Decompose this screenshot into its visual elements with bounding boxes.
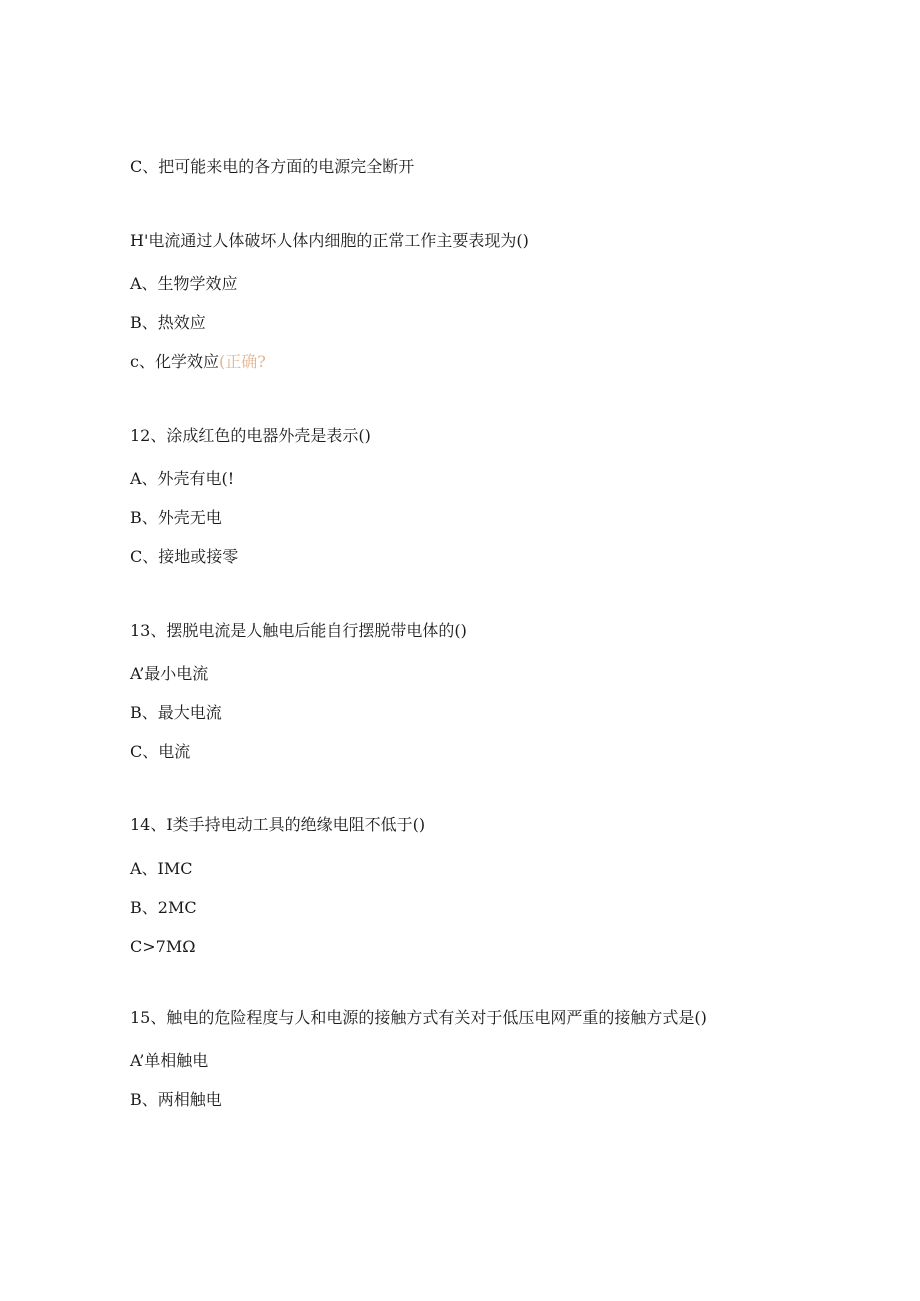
option-line bbox=[130, 547, 238, 567]
option-line bbox=[130, 937, 195, 957]
option-line bbox=[130, 859, 193, 879]
option-line bbox=[130, 469, 234, 489]
question-line bbox=[130, 621, 467, 641]
option-line bbox=[130, 508, 222, 528]
option-text: A、IMC bbox=[130, 859, 193, 878]
question-line bbox=[130, 426, 371, 446]
option-line bbox=[130, 313, 206, 333]
option-text: B、外壳无电 bbox=[130, 508, 222, 527]
option-text: C、把可能来电的各方面的电源完全断开 bbox=[130, 157, 415, 176]
option-line bbox=[130, 1090, 222, 1110]
option-text: B、最大电流 bbox=[130, 703, 222, 722]
option-text: c、化学效应 bbox=[130, 352, 219, 371]
question-line bbox=[130, 815, 425, 835]
question-line bbox=[130, 231, 529, 251]
option-line bbox=[130, 157, 414, 177]
option-text: B、2MC bbox=[130, 898, 197, 917]
option-text: A’单相触电 bbox=[130, 1051, 209, 1070]
option-line bbox=[130, 898, 197, 918]
option-text: C>7MΩ bbox=[130, 937, 196, 956]
option-line bbox=[130, 742, 190, 762]
option-line bbox=[130, 1051, 208, 1071]
option-line bbox=[130, 703, 222, 723]
correct-answer-tag: (正确? bbox=[218, 352, 266, 371]
question-text: 15、触电的危险程度与人和电源的接触方式有关对于低压电网严重的接触方式是() bbox=[130, 1008, 707, 1027]
option-line bbox=[130, 274, 238, 294]
option-text: B、热效应 bbox=[130, 313, 206, 332]
option-text: A’最小电流 bbox=[130, 664, 209, 683]
question-text: 14、I类手持电动工具的绝缘电阻不低于() bbox=[130, 815, 426, 834]
question-text: 13、摆脱电流是人触电后能自行摆脱带电体的() bbox=[130, 621, 467, 640]
question-text: H'电流通过人体破坏人体内细胞的正常工作主要表现为() bbox=[130, 231, 529, 250]
option-text: C、电流 bbox=[130, 742, 191, 761]
option-line bbox=[130, 664, 208, 684]
option-text: A、生物学效应 bbox=[130, 274, 238, 293]
option-text: B、两相触电 bbox=[130, 1090, 222, 1109]
option-line bbox=[130, 352, 266, 372]
question-line bbox=[130, 1008, 707, 1028]
question-text: 12、涂成红色的电器外壳是表示() bbox=[130, 426, 371, 445]
option-text: C、接地或接零 bbox=[130, 547, 239, 566]
option-text: A、外壳有电(! bbox=[130, 469, 235, 488]
